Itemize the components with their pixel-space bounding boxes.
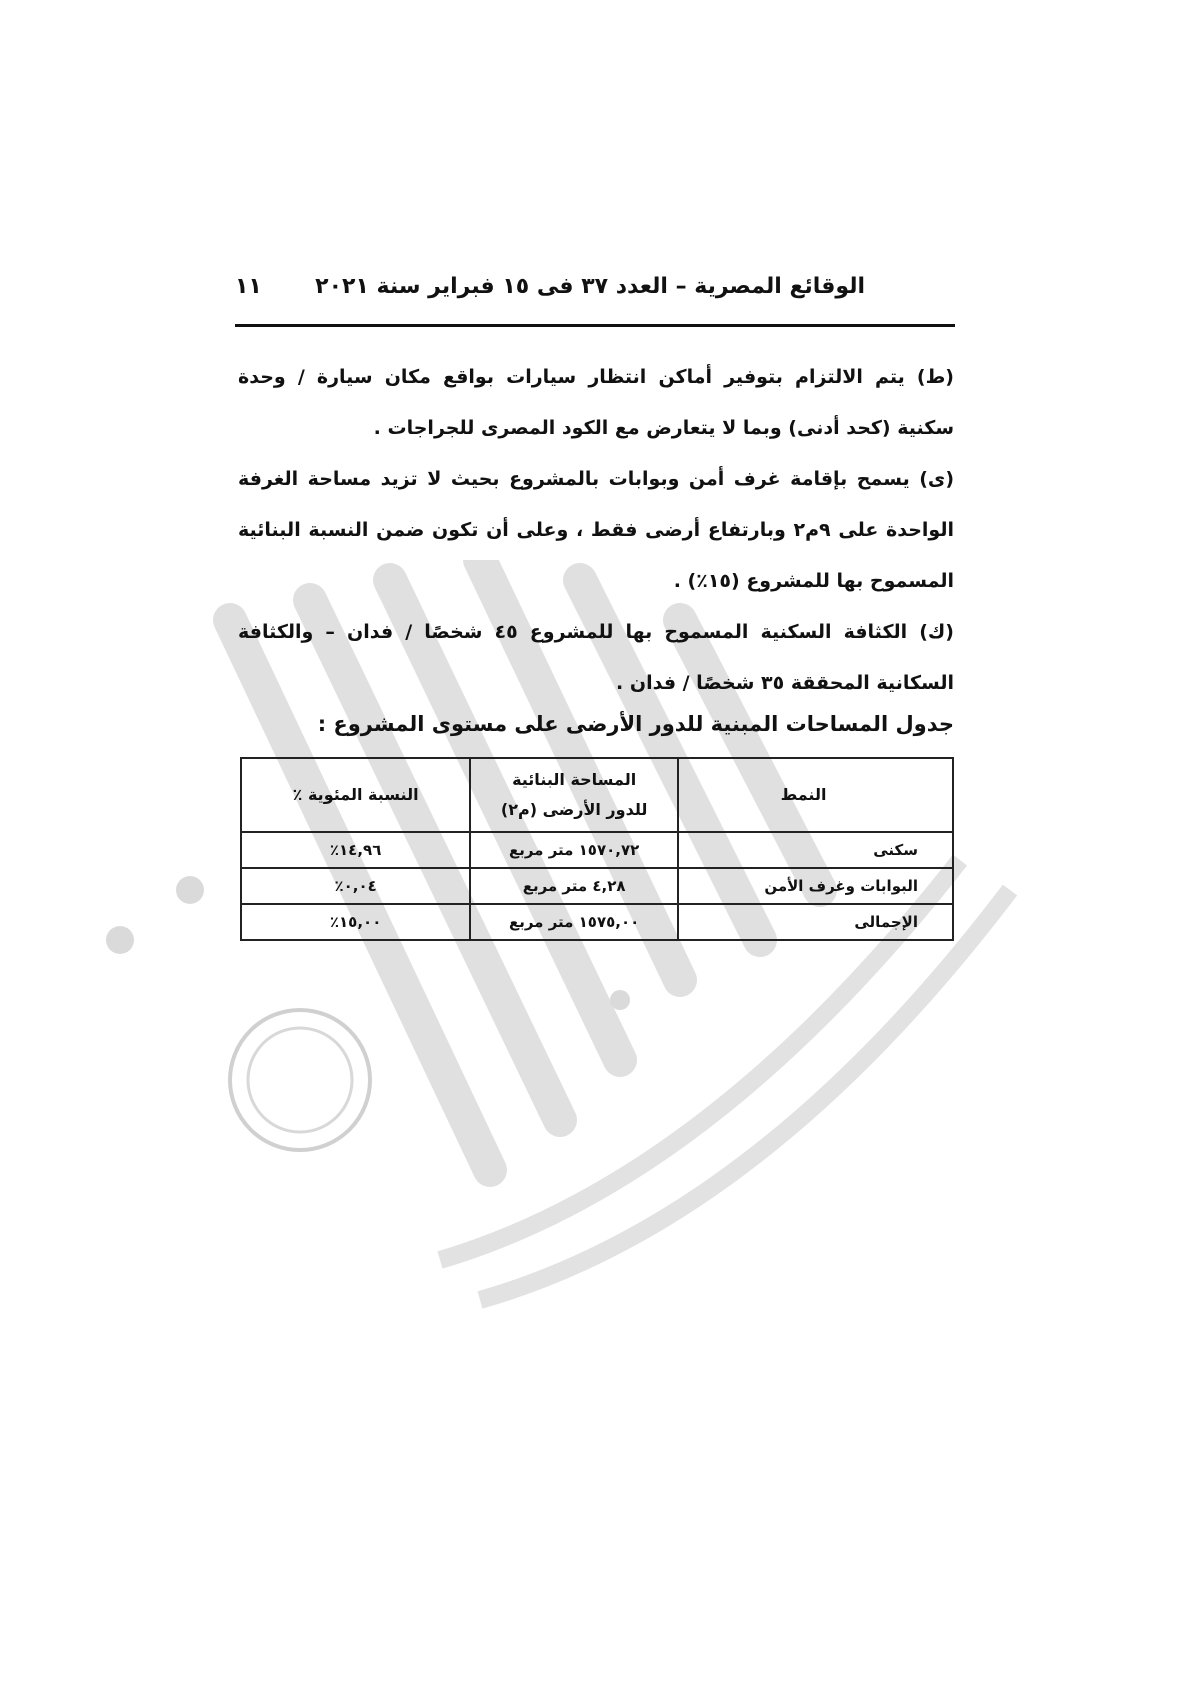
cell-type: البوابات وغرف الأمن (678, 868, 953, 904)
table-row (241, 904, 953, 940)
header-area (470, 758, 678, 832)
seal-icon (230, 1010, 370, 1150)
cell-area: ١٥٧٠,٧٢ متر مربع (470, 832, 678, 868)
paragraph-ya: (ى) يسمح بإقامة غرف أمن وبوابات بالمشروع بحيث لا تزيد مساحة الغرفة الواحدة على ٩م٢ وبارتفاع أرضى فقط ، وعلى أن تكون ضمن النسبة البنائية المسموح بها للمشروع (١٥٪) . (238, 468, 954, 592)
table-row (241, 868, 953, 904)
table-header-row (241, 758, 953, 832)
header-percent: النسبة المئوية ٪ (241, 758, 470, 832)
cell-type: الإجمالى (678, 904, 953, 940)
table-row (241, 832, 953, 868)
header-area-line1: المساحة البنائية (512, 770, 637, 789)
paragraph-ta: (ط) يتم الالتزام بتوفير أماكن انتظار سيارات بواقع مكان سيارة / وحدة سكنية (كحد أدنى) وبما لا يتعارض مع الكود المصرى للجراجات . (238, 366, 954, 439)
header-area-line2: للدور الأرضى (م٢) (500, 800, 648, 819)
cell-type: سكنى (678, 832, 953, 868)
page-number: ١١ (235, 274, 262, 299)
body-text (238, 352, 954, 709)
header-type: النمط (678, 758, 953, 832)
paragraph-kaf: (ك) الكثافة السكنية المسموح بها للمشروع ٤٥ شخصًا / فدان – والكثافة السكانية المحققة ٣٥ شخصًا / فدان . (238, 621, 954, 694)
gazette-title: الوقائع المصرية – العدد ٣٧ فى ١٥ فبراير سنة ٢٠٢١ (315, 274, 865, 299)
table-caption: جدول المساحات المبنية للدور الأرضى على مستوى المشروع : (317, 712, 954, 736)
cell-percent: ١٥,٠٠٪ (241, 904, 470, 940)
cell-area: ٤,٢٨ متر مربع (470, 868, 678, 904)
cell-percent: ٠,٠٤٪ (241, 868, 470, 904)
built-areas-table (240, 757, 954, 941)
cell-area: ١٥٧٥,٠٠ متر مربع (470, 904, 678, 940)
cell-percent: ١٤,٩٦٪ (241, 832, 470, 868)
page-header (235, 272, 955, 327)
